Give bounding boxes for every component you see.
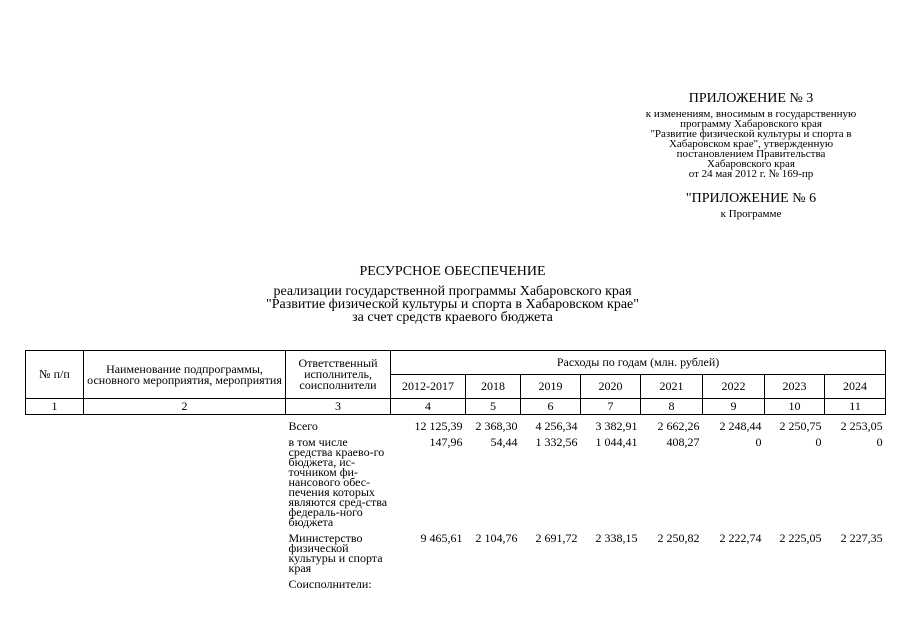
column-number: 10 bbox=[765, 399, 825, 415]
row-value: 9 465,61 bbox=[420, 531, 463, 545]
document-subtitle-line: реализации государственной программы Хабаровского края bbox=[273, 284, 632, 299]
row-executor: Министерство физической культуры и спорта края bbox=[288, 531, 383, 575]
row-value: 2 368,30 bbox=[475, 419, 518, 433]
appendix-6-subtitle: к Программе bbox=[720, 208, 782, 220]
appendix-6-title: "ПРИЛОЖЕНИЕ № 6 bbox=[685, 191, 817, 206]
row-value: 147,96 bbox=[429, 435, 463, 449]
row-value: 12 125,39 bbox=[414, 419, 463, 433]
row-value: 2 338,15 bbox=[595, 531, 638, 545]
column-number: 4 bbox=[391, 399, 466, 415]
row-value: 1 332,56 bbox=[535, 435, 578, 449]
appendix-3-line: Хабаровском крае", утвержденную bbox=[668, 138, 834, 150]
row-name-cell bbox=[84, 437, 286, 533]
appendix-3-line: Хабаровского края bbox=[707, 158, 795, 170]
row-value: 2 248,44 bbox=[719, 419, 762, 433]
column-number: 3 bbox=[286, 399, 391, 415]
row-executor: Соисполнители: bbox=[288, 577, 372, 591]
column-number: 6 bbox=[521, 399, 581, 415]
document-subtitle-line: за счет средств краевого бюджета bbox=[352, 310, 553, 325]
appendix-3-line: постановлением Правительства bbox=[676, 148, 826, 160]
column-number: 8 bbox=[641, 399, 703, 415]
header-year: 2021 bbox=[641, 375, 703, 399]
header-year: 2020 bbox=[581, 375, 641, 399]
appendix-3-line: от 24 мая 2012 г. № 169-пр bbox=[688, 168, 814, 180]
header-year: 2023 bbox=[765, 375, 825, 399]
document-subtitle bbox=[0, 285, 905, 324]
header-year: 2022 bbox=[703, 375, 765, 399]
row-value: 2 691,72 bbox=[535, 531, 578, 545]
row-value: 2 250,75 bbox=[779, 419, 822, 433]
row-value: 2 662,26 bbox=[657, 419, 700, 433]
appendix-3-block bbox=[610, 91, 892, 220]
row-value: 3 382,91 bbox=[595, 419, 638, 433]
table-row bbox=[26, 437, 886, 533]
appendix-3-line: к изменениям, вносимым в государственную bbox=[645, 108, 857, 120]
header-executor: Ответственный исполнитель, соисполнители bbox=[286, 351, 391, 399]
row-value: 2 253,05 bbox=[840, 419, 883, 433]
row-value: 2 222,74 bbox=[719, 531, 762, 545]
row-name-cell bbox=[84, 415, 286, 438]
appendix-3-title: ПРИЛОЖЕНИЕ № 3 bbox=[688, 91, 814, 106]
header-name: Наименование подпрограммы, основного мероприятия, мероприятия bbox=[84, 351, 286, 399]
header-year: 2019 bbox=[521, 375, 581, 399]
row-value bbox=[765, 579, 825, 595]
appendix-3-line: программу Хабаровского края bbox=[680, 118, 822, 130]
row-value bbox=[703, 579, 765, 595]
row-value: 0 bbox=[876, 435, 883, 449]
row-value: 2 250,82 bbox=[657, 531, 700, 545]
row-value bbox=[825, 579, 886, 595]
row-value: 0 bbox=[815, 435, 822, 449]
row-value bbox=[581, 579, 641, 595]
row-name-cell bbox=[84, 533, 286, 579]
row-value: 0 bbox=[755, 435, 762, 449]
table-row bbox=[26, 533, 886, 579]
row-value: 54,44 bbox=[490, 435, 518, 449]
row-value bbox=[466, 579, 521, 595]
document-subtitle-line: "Развитие физической культуры и спорта в Хабаровском крае" bbox=[266, 297, 639, 312]
row-executor: в том числе средства краево-го бюджета, ис-точником фи-нансового обес-печения которых являются сред-ства федераль-ного бюджета bbox=[288, 435, 388, 529]
row-value bbox=[391, 579, 466, 595]
appendix-3-line: "Развитие физической культуры и спорта в bbox=[650, 128, 852, 140]
appendix-6-block bbox=[610, 191, 892, 220]
row-value: 1 044,41 bbox=[595, 435, 638, 449]
appendix-3-text bbox=[610, 109, 892, 179]
resource-table bbox=[25, 350, 886, 595]
document-title: РЕСУРСНОЕ ОБЕСПЕЧЕНИЕ bbox=[359, 264, 546, 279]
column-number: 2 bbox=[84, 399, 286, 415]
row-number-cell bbox=[26, 415, 84, 438]
header-number: № п/п bbox=[26, 351, 84, 399]
row-value bbox=[521, 579, 581, 595]
row-value: 4 256,34 bbox=[535, 419, 578, 433]
table-row bbox=[26, 415, 886, 438]
column-number: 7 bbox=[581, 399, 641, 415]
row-number-cell bbox=[26, 437, 84, 533]
header-expenses: Расходы по годам (млн. рублей) bbox=[391, 351, 886, 375]
table-row bbox=[26, 579, 886, 595]
row-value: 2 225,05 bbox=[779, 531, 822, 545]
header-year: 2018 bbox=[466, 375, 521, 399]
header-year: 2012-2017 bbox=[391, 375, 466, 399]
row-name-cell bbox=[84, 579, 286, 595]
header-year: 2024 bbox=[825, 375, 886, 399]
row-number-cell bbox=[26, 579, 84, 595]
column-number: 5 bbox=[466, 399, 521, 415]
row-number-cell bbox=[26, 533, 84, 579]
row-value bbox=[641, 579, 703, 595]
row-value: 408,27 bbox=[666, 435, 700, 449]
column-number: 9 bbox=[703, 399, 765, 415]
row-executor: Всего bbox=[288, 419, 318, 433]
column-number: 1 bbox=[26, 399, 84, 415]
column-number: 11 bbox=[825, 399, 886, 415]
row-value: 2 227,35 bbox=[840, 531, 883, 545]
row-value: 2 104,76 bbox=[475, 531, 518, 545]
